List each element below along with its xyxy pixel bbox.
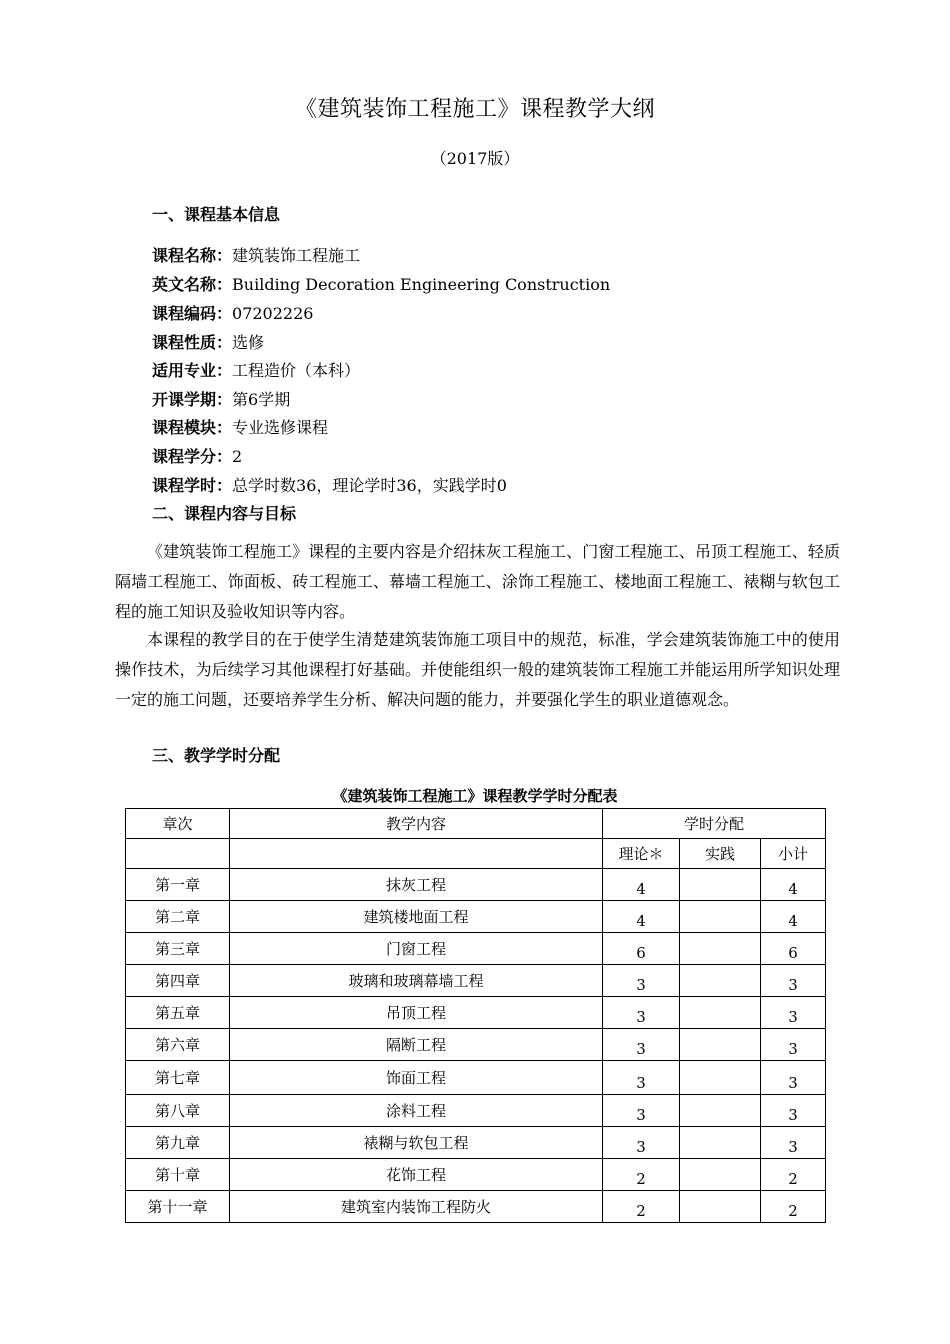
table-row [126, 1127, 826, 1159]
cell-subtotal: 2 [761, 1191, 826, 1223]
cell-content: 玻璃和玻璃幕墙工程 [230, 965, 603, 997]
header-subtotal: 小计 [761, 839, 826, 869]
info-label: 适用专业： [152, 361, 233, 380]
cell-theory: 4 [603, 901, 680, 933]
cell-theory: 3 [603, 1061, 680, 1095]
table-row [126, 1029, 826, 1061]
subheader-empty [126, 839, 230, 869]
cell-subtotal: 3 [761, 1127, 826, 1159]
cell-content: 裱糊与软包工程 [230, 1127, 603, 1159]
header-content: 教学内容 [230, 809, 603, 839]
cell-content: 吊顶工程 [230, 997, 603, 1029]
table-row [126, 965, 826, 997]
info-value: 工程造价（本科） [232, 361, 361, 380]
cell-practice [680, 869, 761, 901]
cell-practice [680, 901, 761, 933]
info-label: 课程学分： [152, 447, 233, 466]
table-row [126, 997, 826, 1029]
cell-theory: 3 [603, 1127, 680, 1159]
table-row [126, 869, 826, 901]
cell-theory: 2 [603, 1159, 680, 1191]
info-value: 专业选修课程 [232, 418, 329, 437]
table-subheader-row [126, 839, 826, 869]
cell-chapter: 第十章 [126, 1159, 230, 1191]
cell-theory: 6 [603, 933, 680, 965]
cell-subtotal: 3 [761, 965, 826, 997]
table-row [126, 933, 826, 965]
cell-content: 抹灰工程 [230, 869, 603, 901]
cell-theory: 3 [603, 997, 680, 1029]
cell-chapter: 第二章 [126, 901, 230, 933]
header-theory: 理论＊ [603, 839, 680, 869]
section-heading-content-goals: 二、课程内容与目标 [152, 504, 297, 523]
section-heading-hours: 三、教学学时分配 [152, 746, 281, 765]
info-label: 课程性质： [152, 333, 233, 352]
cell-content: 建筑楼地面工程 [230, 901, 603, 933]
hours-table [125, 808, 826, 1223]
info-value: 2 [232, 447, 243, 466]
info-label: 课程模块： [152, 418, 233, 437]
cell-subtotal: 3 [761, 1029, 826, 1061]
table-header-row [126, 809, 826, 839]
cell-chapter: 第四章 [126, 965, 230, 997]
info-credits [152, 444, 242, 467]
cell-practice [680, 1127, 761, 1159]
table-row [126, 901, 826, 933]
info-label: 英文名称： [152, 275, 233, 294]
cell-subtotal: 3 [761, 1095, 826, 1127]
info-label: 开课学期： [152, 390, 233, 409]
table-row [126, 1095, 826, 1127]
cell-chapter: 第十一章 [126, 1191, 230, 1223]
cell-subtotal: 4 [761, 869, 826, 901]
info-value: 建筑装饰工程施工 [232, 246, 361, 265]
table-caption: 《建筑装饰工程施工》课程教学学时分配表 [332, 787, 618, 805]
cell-practice [680, 997, 761, 1029]
info-value: 选修 [232, 333, 265, 352]
info-value: 第6学期 [232, 390, 291, 409]
info-value: 总学时数36，理论学时36，实践学时0 [232, 476, 507, 495]
cell-theory: 2 [603, 1191, 680, 1223]
info-course-code [152, 301, 313, 324]
table-row [126, 1159, 826, 1191]
cell-theory: 3 [603, 1095, 680, 1127]
info-value: Building Decoration Engineering Construction [232, 275, 611, 294]
header-chapter: 章次 [126, 809, 230, 839]
cell-subtotal: 6 [761, 933, 826, 965]
version-label: （2017版） [430, 149, 520, 168]
cell-chapter: 第一章 [126, 869, 230, 901]
cell-chapter: 第三章 [126, 933, 230, 965]
cell-subtotal: 3 [761, 1061, 826, 1095]
info-label: 课程名称： [152, 246, 233, 265]
header-hours: 学时分配 [603, 809, 826, 839]
info-major [152, 358, 360, 381]
cell-practice [680, 1029, 761, 1061]
subheader-empty [230, 839, 603, 869]
info-label: 课程学时： [152, 476, 233, 495]
cell-practice [680, 965, 761, 997]
header-practice: 实践 [680, 839, 761, 869]
cell-chapter: 第九章 [126, 1127, 230, 1159]
cell-chapter: 第七章 [126, 1061, 230, 1095]
cell-practice [680, 1061, 761, 1095]
cell-theory: 4 [603, 869, 680, 901]
cell-theory: 3 [603, 965, 680, 997]
info-course-nature [152, 330, 264, 353]
cell-chapter: 第五章 [126, 997, 230, 1029]
cell-theory: 3 [603, 1029, 680, 1061]
table-row [126, 1191, 826, 1223]
info-english-name [152, 272, 610, 295]
cell-chapter: 第八章 [126, 1095, 230, 1127]
cell-subtotal: 2 [761, 1159, 826, 1191]
section-heading-basic-info: 一、课程基本信息 [152, 205, 281, 224]
cell-subtotal: 3 [761, 997, 826, 1029]
cell-content: 花饰工程 [230, 1159, 603, 1191]
cell-practice [680, 1095, 761, 1127]
cell-content: 门窗工程 [230, 933, 603, 965]
paragraph-goals: 本课程的教学目的在于使学生清楚建筑装饰施工项目中的规范，标准，学会建筑装饰施工中的使用操作技术，为后续学习其他课程打好基础。并使能组织一般的建筑装饰工程施工并能运用所学知识处理一定的施工问题，还要培养学生分析、解决问题的能力，并要强化学生的职业道德观念。 [115, 630, 840, 709]
info-semester [152, 387, 290, 410]
cell-practice [680, 933, 761, 965]
cell-practice [680, 1191, 761, 1223]
info-value: 07202226 [232, 304, 314, 323]
cell-chapter: 第六章 [126, 1029, 230, 1061]
info-hours [152, 473, 507, 496]
cell-content: 隔断工程 [230, 1029, 603, 1061]
info-module [152, 415, 328, 438]
paragraph-content: 《建筑装饰工程施工》课程的主要内容是介绍抹灰工程施工、门窗工程施工、吊顶工程施工、轻质隔墙工程施工、饰面板、砖工程施工、幕墙工程施工、涂饰工程施工、楼地面工程施工、裱糊与软包工程的施工知识及验收知识等内容。 [115, 542, 840, 621]
cell-practice [680, 1159, 761, 1191]
info-label: 课程编码： [152, 304, 233, 323]
cell-content: 涂料工程 [230, 1095, 603, 1127]
cell-content: 建筑室内装饰工程防火 [230, 1191, 603, 1223]
cell-content: 饰面工程 [230, 1061, 603, 1095]
page-title: 《建筑装饰工程施工》课程教学大纲 [294, 97, 655, 122]
table-row [126, 1061, 826, 1095]
cell-subtotal: 4 [761, 901, 826, 933]
info-course-name [152, 243, 360, 266]
